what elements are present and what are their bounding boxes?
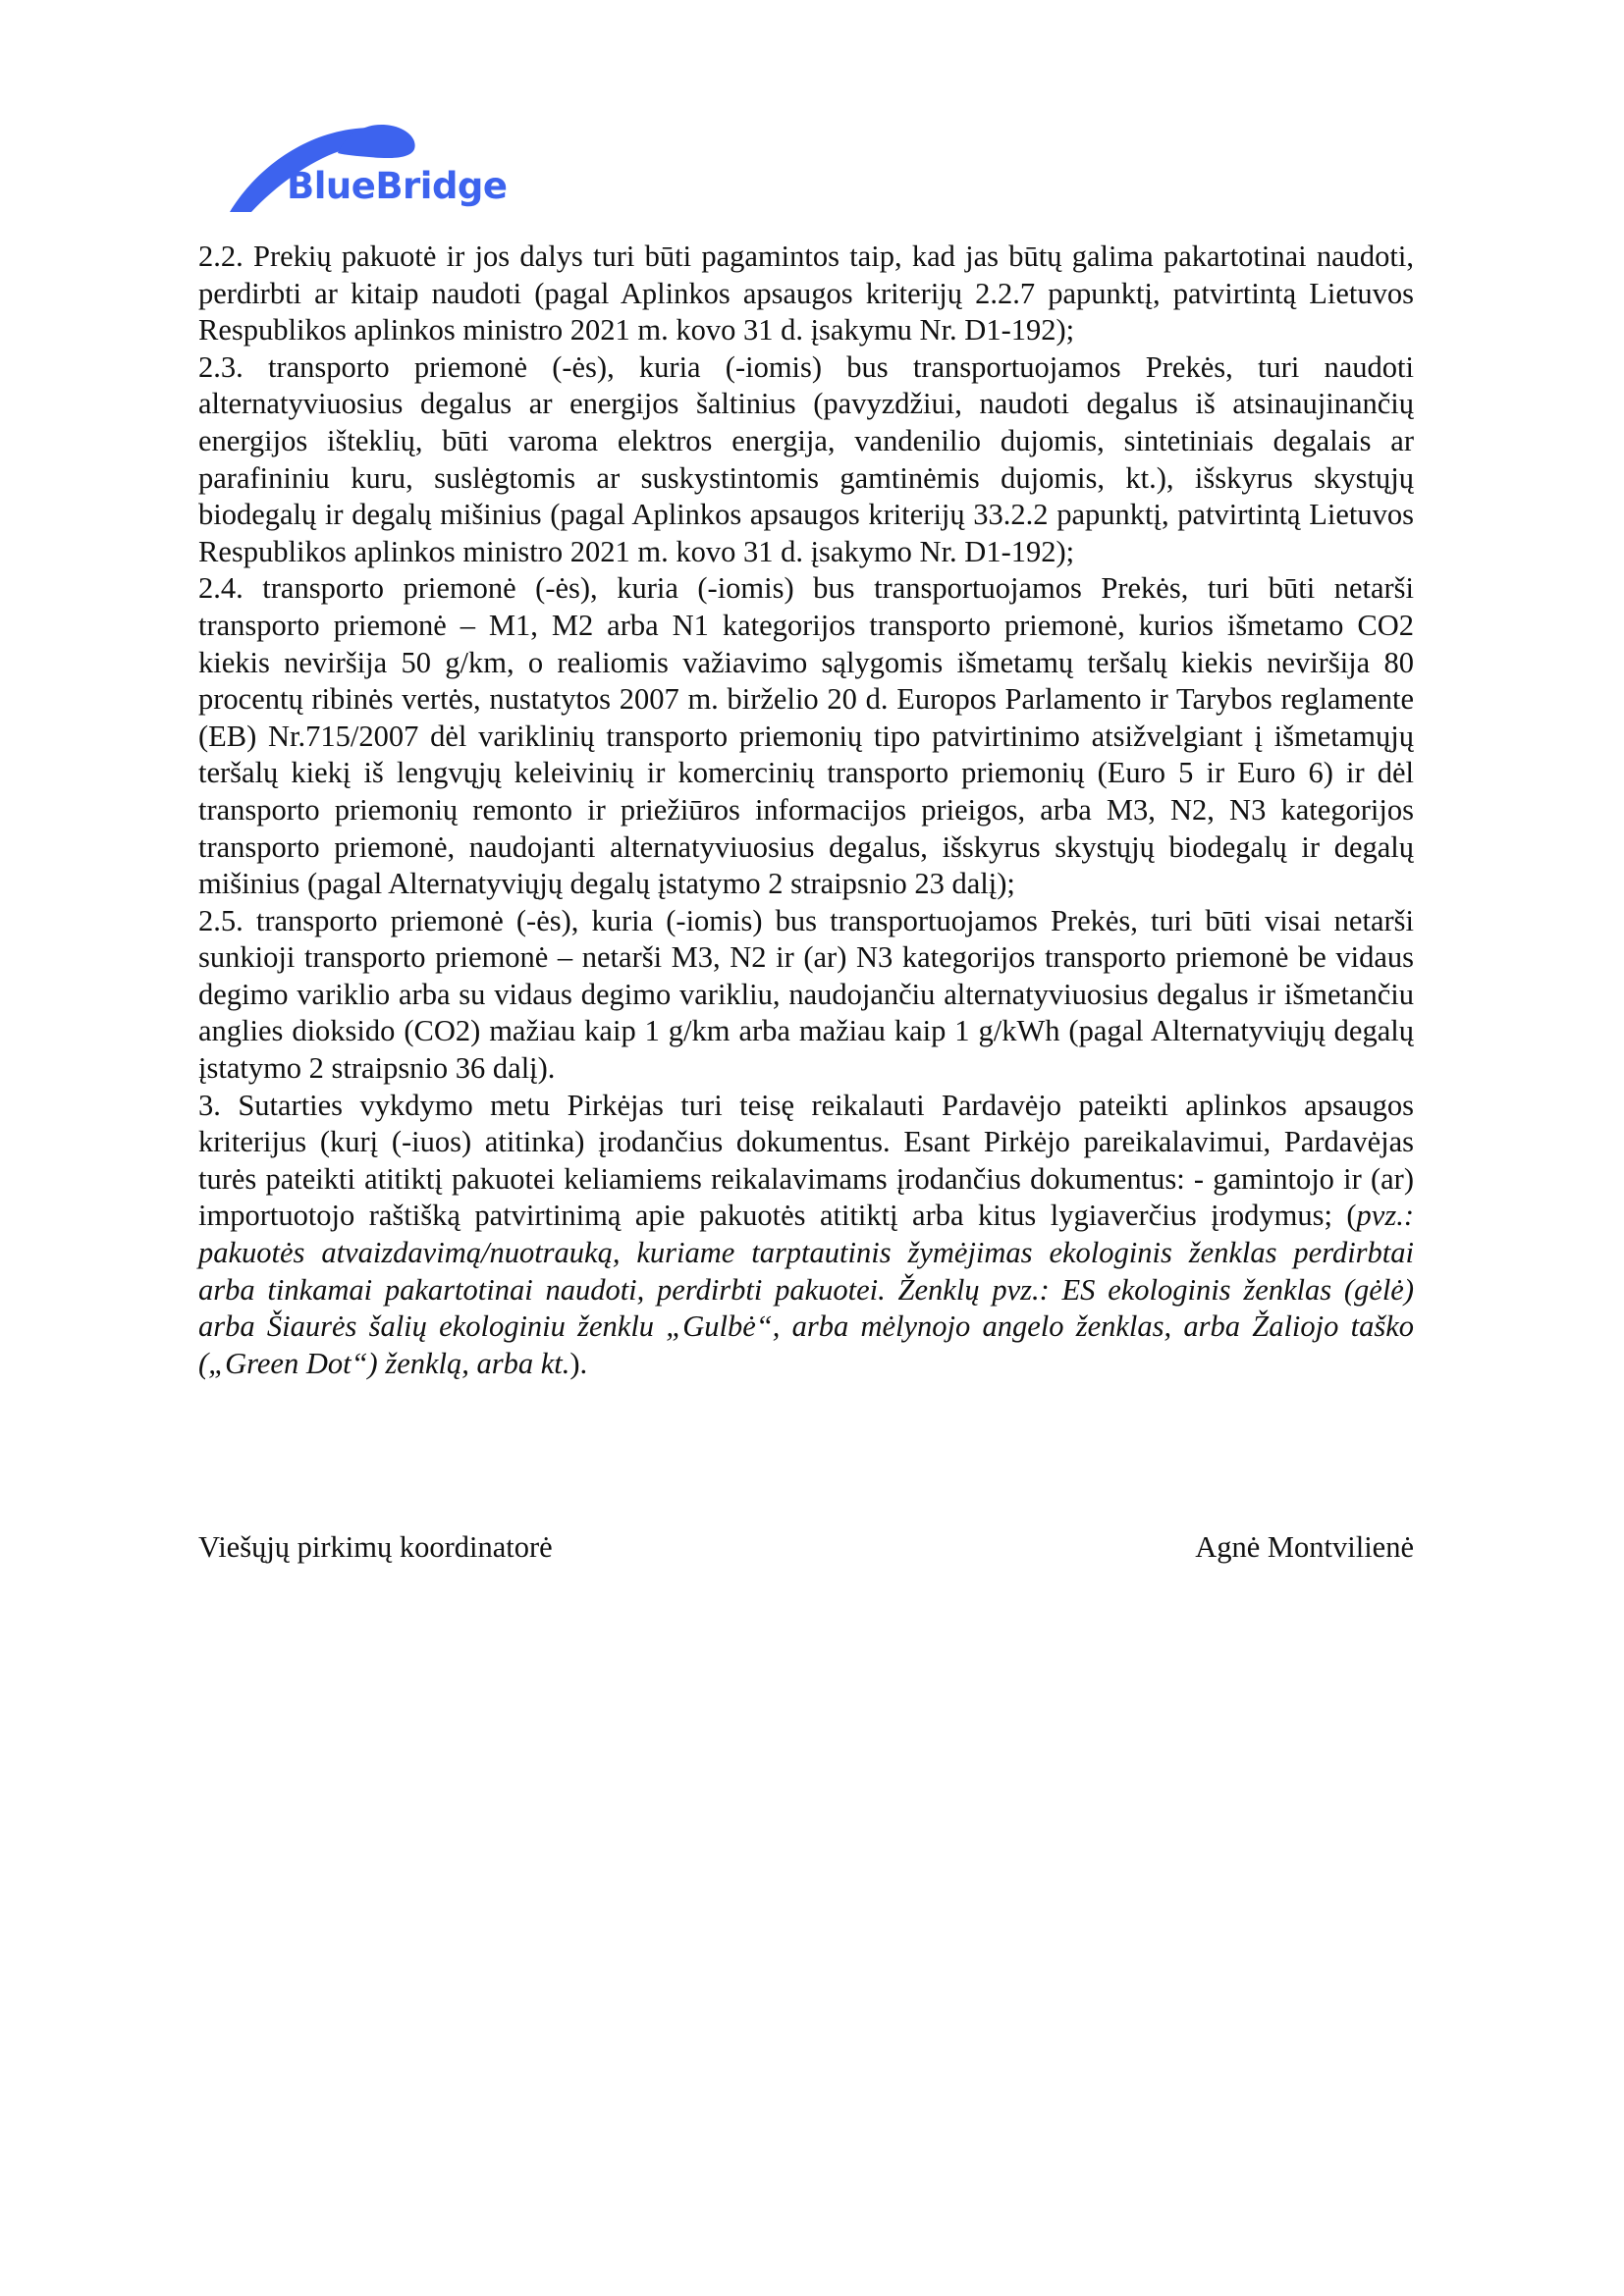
clause-2-2: 2.2. Prekių pakuotė ir jos dalys turi būti pagamintos taip, kad jas būtų galima pakartotinai naudoti, perdirbti ar kitaip naudoti (pagal Aplinkos apsaugos kriterijų 2.2.7 papunktį, patvirtintą Lietuvos Respublikos aplinkos ministro 2021 m. kovo 31 d. įsakymu Nr. D1-192); xyxy=(198,240,1414,347)
clause-3-examples: pvz.: pakuotės atvaizdavimą/nuotrauką, kuriame tarptautinis žymėjimas ekologinis ženklas perdirbtai arba tinkamai pakartotinai naudoti, perdirbti pakuotei. Ženklų pvz.: ES ekologinis ženklas (gėlė) arba Šiaurės šalių ekologiniu ženklu „Gulbė“, arba mėlynojo angelo ženklas, arba Žaliojo taško („Green Dot“) ženklą, arba kt. xyxy=(198,1199,1414,1380)
signatory-name: Agnė Montvilienė xyxy=(1195,1530,1414,1564)
clause-2-4: 2.4. transporto priemonė (-ės), kuria (-iomis) bus transportuojamos Prekės, turi būti netarši transporto priemonė – M1, M2 arba N1 kategorijos transporto priemonė, kurios išmetamo CO2 kiekis neviršija 50 g/km, o realiomis važiavimo sąlygomis išmetamų teršalų kiekis neviršija 80 procentų ribinės vertės, nustatytos 2007 m. birželio 20 d. Europos Parlamento ir Tarybos reglamente (EB) Nr.715/2007 dėl variklinių transporto priemonių tipo patvirtinimo atsižvelgiant į išmetamųjų teršalų kiekį iš lengvųjų keleivinių ir komercinių transporto priemonių (Euro 5 ir Euro 6) ir dėl transporto priemonių remonto ir priežiūros informacijos prieigos, arba M3, N2, N3 kategorijos transporto priemonė, naudojanti alternatyviuosius degalus, išskyrus skystųjų biodegalų ir degalų mišinius (pagal Alternatyviųjų degalų įstatymo 2 straipsnio 23 dalį); xyxy=(198,571,1414,901)
signatory-position: Viešųjų pirkimų koordinatorė xyxy=(198,1530,553,1564)
logo-wordmark: BlueBridge xyxy=(287,165,508,207)
clause-3 xyxy=(198,1088,1414,1383)
bluebridge-logo xyxy=(222,122,508,216)
clause-2-3: 2.3. transporto priemonė (-ės), kuria (-iomis) bus transportuojamos Prekės, turi naudoti alternatyviuosius degalus ar energijos šaltinius (pavyzdžiui, naudoti degalus iš atsinaujinančių energijos išteklių, būti varoma elektros energija, vandenilio dujomis, sintetiniais degalais ar parafininiu kuru, suslėgtomis ar suskystintomis gamtinėmis dujomis, kt.), išskyrus skystųjų biodegalų ir degalų mišinius (pagal Aplinkos apsaugos kriterijų 33.2.2 papunktį, patvirtintą Lietuvos Respublikos aplinkos ministro 2021 m. kovo 31 d. įsakymo Nr. D1-192); xyxy=(198,349,1414,568)
signature-block xyxy=(198,1529,1414,1567)
clause-2-5: 2.5. transporto priemonė (-ės), kuria (-iomis) bus transportuojamos Prekės, turi būti visai netarši sunkioji transporto priemonė – netarši M3, N2 ir (ar) N3 kategorijos transporto priemonė be vidaus degimo variklio arba su vidaus degimo varikliu, naudojančiu alternatyviuosius degalus ir išmetančiu anglies dioksido (CO2) mažiau kaip 1 g/km arba mažiau kaip 1 g/kWh (pagal Alternatyviųjų degalų įstatymo 2 straipsnio 36 dalį). xyxy=(198,903,1414,1086)
document-body xyxy=(198,239,1414,1382)
clause-3-tail: ). xyxy=(569,1346,588,1380)
clause-3-text: 3. Sutarties vykdymo metu Pirkėjas turi teisę reikalauti Pardavėjo pateikti aplinkos apsaugos kriterijus (kurį (-iuos) atitinka) įrodančius dokumentus. Esant Pirkėjo pareikalavimui, Pardavėjas turės pateikti atitiktį pakuotei keliamiems reikalavimams įrodančius dokumentus: - gamintojo ir (ar) importuotojo raštišką patvirtinimą apie pakuotės atitiktį arba kitus lygiaverčius įrodymus; ( xyxy=(198,1088,1414,1233)
